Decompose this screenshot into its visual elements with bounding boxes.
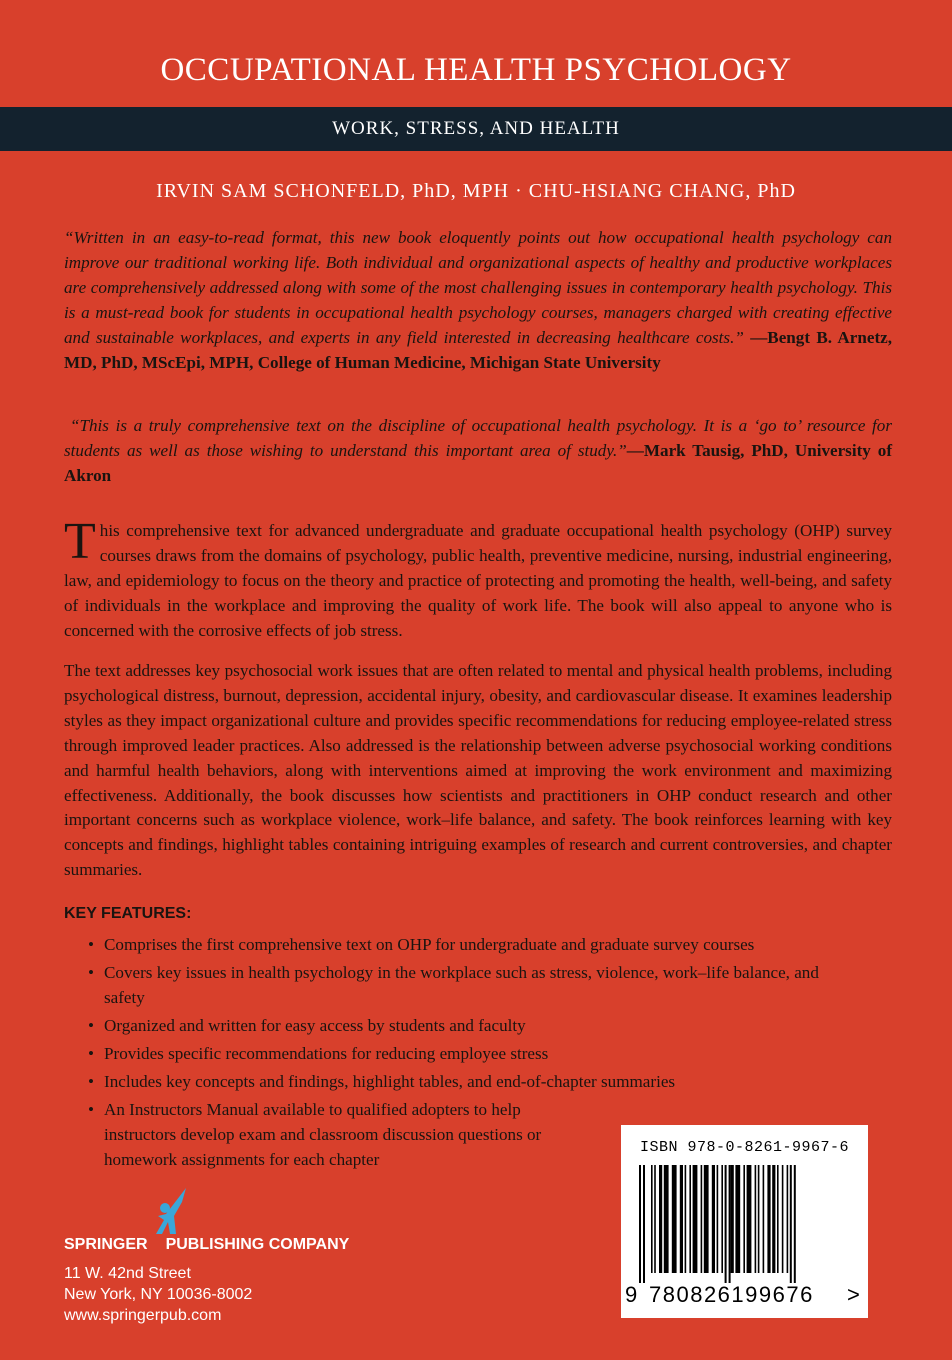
bullet-icon: • (88, 1072, 94, 1091)
barcode-bar (693, 1165, 698, 1273)
list-item (88, 1013, 838, 1038)
feature-text: Provides specific recommendations for reducing employee stress (104, 1044, 549, 1063)
feature-text: An Instructors Manual available to qualified adopters to help instructors develop exam and classroom discussion questions or homework assignments for each chapter (104, 1100, 542, 1169)
key-features-heading: KEY FEATURES: (64, 905, 192, 922)
list-item (88, 960, 838, 1010)
bullet-icon: • (88, 1100, 94, 1119)
list-item (88, 1069, 838, 1094)
bullet-icon: • (88, 1016, 94, 1035)
author-separator: · (515, 180, 523, 202)
springer-logo-icon (152, 1186, 202, 1238)
list-item (88, 1041, 838, 1066)
quote-text: “Written in an easy-to-read format, this new book eloquently points out how occupational health psychology can improve our traditional working life. Both individual and organizational aspects of healthy and productive workplaces are comprehensively addressed along with some of the most challenging issues in contemporary health psychology. This is a must-read book for students in occupational health psychology courses, managers charged with creating effective and sustainable workplaces, and experts in any field interested in decreasing healthcare costs.” (64, 228, 892, 347)
subtitle-band (0, 107, 952, 151)
publisher-name-part-2: PUBLISHING COMPANY (165, 1236, 350, 1253)
barcode-guard-bar (643, 1165, 645, 1283)
description-paragraph-2: The text addresses key psychosocial work issues that are often related to mental and physical health problems, including psychological distress, burnout, depression, accidental injury, obesity, and cardiovascular disease. It examines leadership styles as they impact organizational culture and provides specific recommendations for reducing employee-related stress through improved leader practices. Also addressed is the relationship between adverse psychosocial working conditions and harmful health behaviors, along with interventions aimed at improving the work environment and maximizing effectiveness. Additionally, the book discusses how scientists and practitioners in OHP conduct research and other important concerns such as workplace violence, work–life balance, and safety. The book reinforces learning with key concepts and findings, highlight tables containing intriguing examples of research and current controversies, and chapter summaries. (64, 661, 892, 880)
author-2: CHU-HSIANG CHANG, PhD (528, 180, 796, 202)
barcode-bar (659, 1165, 662, 1273)
barcode-bar (712, 1165, 715, 1273)
barcode-bar (654, 1165, 656, 1273)
bullet-icon: • (88, 963, 94, 982)
publisher-website: www.springerpub.com (64, 1307, 222, 1324)
barcode-bar (651, 1165, 653, 1273)
barcode-bar (772, 1165, 775, 1273)
barcode-bar (680, 1165, 683, 1273)
feature-text: Covers key issues in health psychology in the workplace such as stress, violence, work–life balance, and safety (104, 963, 819, 1007)
barcode-quiet-mark: > (847, 1282, 862, 1307)
barcode-guard-bar (639, 1165, 641, 1283)
barcode-number: 780826199676 (649, 1282, 814, 1307)
description-paragraph-1 (64, 513, 892, 644)
quote-attribution: —Mark Tausig, PhD, University of Akron (64, 440, 893, 485)
drop-cap: T (64, 513, 96, 570)
barcode-guard-bar (794, 1165, 796, 1283)
address-street: 11 W. 42nd Street (64, 1265, 191, 1282)
barcode-bar (731, 1165, 734, 1273)
paragraph-text: his comprehensive text for advanced undergraduate and graduate occupational health psychology (OHP) survey courses draws from the domains of psychology, public health, preventive medicine, nursing, industrial engineering, law, and epidemiology to focus on the theory and practice of protecting and promoting the health, well-being, and safety of individuals in the workplace and improving the quality of work life. The book will also appeal to anyone who is concerned with the corrosive effects of job stress. (64, 521, 892, 640)
barcode-bar (701, 1165, 703, 1273)
feature-text: Comprises the first comprehensive text on OHP for undergraduate and graduate survey courses (104, 935, 755, 954)
barcode-bar (787, 1165, 789, 1273)
feature-text: Includes key concepts and findings, highlight tables, and end-of-chapter summaries (104, 1072, 676, 1091)
barcode-bar (782, 1165, 784, 1273)
endorsement-quote-1 (64, 226, 892, 375)
quote-attribution: —Bengt B. Arnetz, MD, PhD, MScEpi, MPH, College of Human Medicine, Michigan State University (64, 327, 893, 372)
barcode-guard-bar (729, 1165, 731, 1283)
bullet-icon: • (88, 935, 94, 954)
endorsement-quote-2 (64, 414, 892, 489)
isbn-label: ISBN 978-0-8261-9967-6 (639, 1139, 850, 1156)
isbn-barcode (621, 1125, 868, 1318)
publisher-block (64, 1186, 384, 1326)
barcode-bars-icon (631, 1165, 858, 1283)
list-item (88, 932, 838, 957)
author-1: IRVIN SAM SCHONFELD, PhD, MPH (156, 180, 510, 202)
barcode-bar (777, 1165, 779, 1273)
barcode-bar (743, 1165, 745, 1273)
barcode-bar (721, 1165, 723, 1273)
publisher-name-part-1: SPRINGER (64, 1236, 148, 1253)
barcode-bar (763, 1165, 765, 1273)
feature-text: Organized and written for easy access by students and faculty (104, 1016, 526, 1035)
list-item (88, 1097, 584, 1172)
quote-text: “This is a truly comprehensive text on the discipline of occupational health psychology. It is a ‘go to’ resource for students as well as those wishing to understand this important area of study.” (64, 416, 892, 460)
barcode-guard-bar (790, 1165, 792, 1283)
barcode-bar (664, 1165, 669, 1273)
authors-line (0, 176, 952, 206)
barcode-bar (685, 1165, 687, 1273)
publisher-address (64, 1263, 252, 1326)
bullet-icon: • (88, 1044, 94, 1063)
barcode-bar (672, 1165, 677, 1273)
book-title: OCCUPATIONAL HEALTH PSYCHOLOGY (160, 52, 792, 88)
barcode-bar (735, 1165, 740, 1273)
book-subtitle: WORK, STRESS, AND HEALTH (332, 118, 620, 139)
address-city: New York, NY 10036-8002 (64, 1286, 253, 1303)
barcode-bar (689, 1165, 691, 1273)
barcode-bar (747, 1165, 752, 1273)
barcode-bar (767, 1165, 770, 1273)
barcode-lead-digit: 9 (625, 1282, 639, 1307)
barcode-bar (758, 1165, 760, 1273)
barcode-bar (755, 1165, 757, 1273)
barcode-guard-bar (725, 1165, 727, 1283)
barcode-bar (704, 1165, 709, 1273)
barcode-bar (717, 1165, 719, 1273)
publisher-name (64, 1236, 374, 1254)
